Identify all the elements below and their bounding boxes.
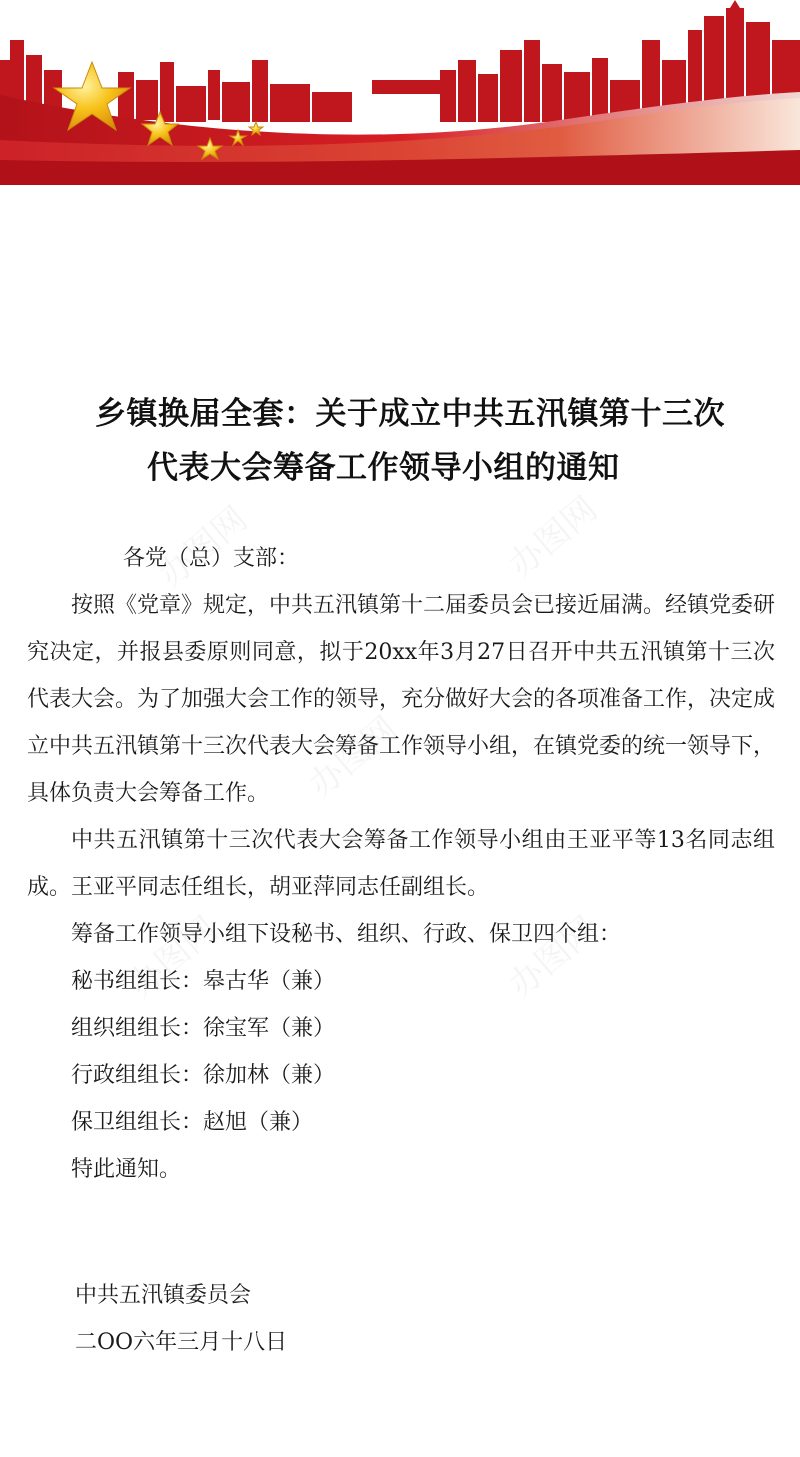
signature-organization: 中共五汛镇委员会 [75,1283,252,1308]
group-leader-organization: 组织组组长：徐宝军（兼） [71,1016,336,1041]
paragraph: 按照《党章》规定，中共五汛镇第十二届委员会已接近届满。经镇党委研究决定，并报县委原则同意，拟于20xx年3月27日召开中共五汛镇第十三次代表大会。为了加强大会工作的领导，充分做好大会的各项准备工作，决定成立中共五汛镇第十三次代表大会筹备工作领导小组，在镇党委的统一领导下，具体负责大会筹备工作。 [27,593,776,806]
closing-remark: 特此通知。 [71,1157,182,1182]
group-leader-administration: 行政组组长：徐加林（兼） [71,1063,336,1088]
salutation: 各党（总）支部： [123,546,300,571]
city-skyline-illustration [0,0,800,185]
document-body [27,535,775,1193]
title-line-2: 代表大会筹备工作领导小组的通知 [147,450,620,486]
signature-date: 二OO六年三月十八日 [75,1330,288,1355]
group-leader-secretary: 秘书组组长：皋古华（兼） [71,969,336,994]
paragraph: 中共五汛镇第十三次代表大会筹备工作领导小组由王亚平等13名同志组成。王亚平同志任组长，胡亚萍同志任副组长。 [27,828,775,900]
title-line-1: 乡镇换届全套：关于成立中共五汛镇第十三次 [95,396,725,432]
header-banner [0,0,800,185]
group-leader-security: 保卫组组长：赵旭（兼） [71,1110,314,1135]
paragraph: 筹备工作领导小组下设秘书、组织、行政、保卫四个组： [71,922,622,947]
